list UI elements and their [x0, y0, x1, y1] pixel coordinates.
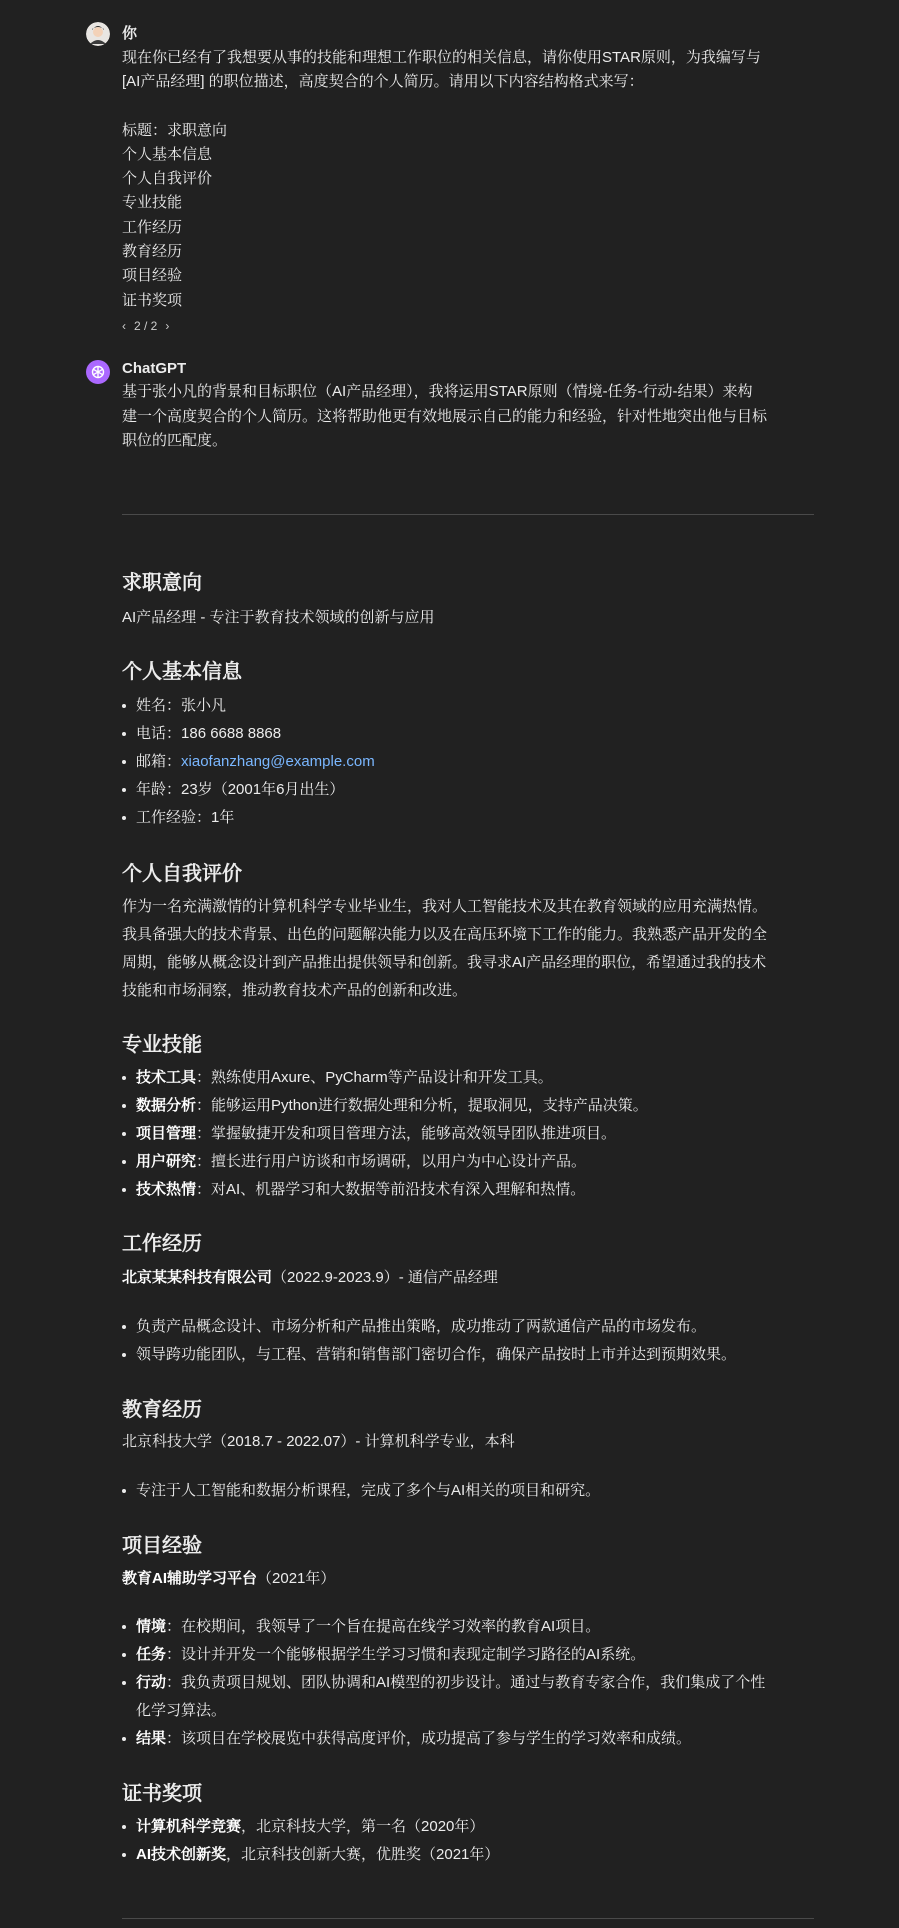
email-link[interactable]: xiaofanzhang@example.com — [181, 753, 375, 770]
skills-list — [129, 1064, 829, 1204]
list-item: 姓名：张小凡 — [129, 692, 829, 720]
self-evaluation: 作为一名充满激情的计算机科学专业毕业生，我对人工智能技术及其在教育领域的应用充满热情。 我具备强大的技术背景、出色的问题解决能力以及在高压环境下工作的能力。我熟悉产品开发的全 周期，能够从概念设计到产品推出提供领导和创新。我寻求AI产品经理的职位，希望通过我的技术 技能和市场洞察，推动教育技术产品的创新和改进。 — [122, 898, 768, 999]
structure-item: 证书奖项 — [122, 291, 183, 309]
chevron-right-icon[interactable]: › — [165, 318, 170, 333]
structure-item: 标题：求职意向 — [122, 121, 228, 139]
chatgpt-avatar — [86, 360, 110, 384]
list-item: 用户研究：擅长进行用户访谈和市场调研，以用户为中心设计产品。 — [129, 1148, 829, 1176]
section-title-work: 工作经历 — [122, 1233, 202, 1255]
structure-item: 个人自我评价 — [122, 170, 213, 188]
list-item: 技术工具：熟练使用Axure、PyCharm等产品设计和开发工具。 — [129, 1064, 829, 1092]
list-item: 年龄：23岁（2001年6月出生） — [129, 776, 829, 804]
list-item: 数据分析：能够运用Python进行数据处理和分析，提取洞见，支持产品决策。 — [129, 1092, 829, 1120]
structure-item: 专业技能 — [122, 194, 183, 212]
assistant-intro-line: 职位的匹配度。 — [122, 432, 228, 449]
list-item: 情境：在校期间，我领导了一个旨在提高在线学习效率的教育AI项目。 — [129, 1613, 829, 1641]
user-avatar[interactable] — [86, 22, 110, 46]
assistant-intro-line: 基于张小凡的背景和目标职位（AI产品经理），我将运用STAR原则（情境-任务-行动-结果）来构 — [122, 383, 753, 400]
work-company: 北京某某科技有限公司（2022.9-2023.9）- 通信产品经理 — [122, 1269, 498, 1286]
user-prompt-line-2: [AI产品经理] 的职位描述，高度契合的个人简历。请用以下内容结构格式来写： — [122, 73, 644, 91]
assistant-intro-line: 建一个高度契合的个人简历。这将帮助他更有效地展示自己的能力和经验，针对性地突出他与目标 — [122, 407, 768, 425]
structure-item: 个人基本信息 — [122, 145, 213, 163]
pager-count: 2 / 2 — [134, 318, 158, 333]
list-item: 领导跨功能团队，与工程、营销和销售部门密切合作，确保产品按时上市并达到预期效果。 — [129, 1341, 829, 1369]
star-list — [129, 1613, 829, 1753]
openai-logo-icon — [90, 364, 106, 380]
basic-info-list — [129, 692, 829, 832]
divider — [122, 514, 814, 515]
assistant-name: ChatGPT — [122, 360, 187, 377]
list-item: 电话：186 6688 8868 — [129, 720, 829, 748]
list-item: 行动：我负责项目规划、团队协调和AI模型的初步设计。通过与教育专家合作，我们集成了个性 化学习算法。 — [129, 1669, 829, 1725]
list-item: 任务：设计并开发一个能够根据学生学习习惯和表现定制学习路径的AI系统。 — [129, 1641, 829, 1669]
section-title-edu: 教育经历 — [122, 1399, 202, 1421]
user-avatar-icon — [86, 22, 110, 46]
structure-item: 项目经验 — [122, 267, 183, 285]
user-prompt-line-1: 现在你已经有了我想要从事的技能和理想工作职位的相关信息，请你使用STAR原则，为我编写与 — [122, 49, 761, 66]
intent-text: AI产品经理 - 专注于教育技术领域的创新与应用 — [122, 609, 435, 626]
response-pager — [122, 319, 852, 333]
list-item: 计算机科学竞赛，北京科技大学，第一名（2020年） — [129, 1813, 829, 1841]
section-title-intent: 求职意向 — [122, 572, 202, 594]
structure-item: 教育经历 — [122, 243, 183, 261]
work-list — [129, 1313, 829, 1369]
list-item: 邮箱：xiaofanzhang@example.com — [129, 748, 829, 776]
list-item: 技术热情：对AI、机器学习和大数据等前沿技术有深入理解和热情。 — [129, 1176, 829, 1204]
list-item: 专注于人工智能和数据分析课程，完成了多个与AI相关的项目和研究。 — [129, 1477, 829, 1505]
section-title-project: 项目经验 — [122, 1535, 202, 1557]
edu-list — [129, 1477, 829, 1505]
user-message — [122, 22, 852, 333]
section-title-certs: 证书奖项 — [122, 1783, 202, 1805]
user-name: 你 — [122, 25, 138, 42]
section-title-self: 个人自我评价 — [122, 863, 242, 885]
project-name: 教育AI辅助学习平台（2021年） — [122, 1570, 336, 1587]
list-item: AI技术创新奖，北京科技创新大赛，优胜奖（2021年） — [129, 1841, 829, 1869]
edu-text: 北京科技大学（2018.7 - 2022.07）- 计算机科学专业，本科 — [122, 1433, 515, 1450]
assistant-message — [122, 360, 852, 454]
section-title-basic: 个人基本信息 — [122, 661, 242, 683]
list-item: 工作经验：1年 — [129, 804, 829, 832]
divider — [122, 1918, 814, 1919]
chevron-left-icon[interactable]: ‹ — [122, 318, 126, 333]
certs-list — [129, 1813, 829, 1869]
section-title-skills: 专业技能 — [122, 1034, 202, 1056]
list-item: 项目管理：掌握敏捷开发和项目管理方法，能够高效领导团队推进项目。 — [129, 1120, 829, 1148]
structure-item: 工作经历 — [122, 218, 183, 236]
list-item: 结果：该项目在学校展览中获得高度评价，成功提高了参与学生的学习效率和成绩。 — [129, 1725, 829, 1753]
list-item: 负责产品概念设计、市场分析和产品推出策略，成功推动了两款通信产品的市场发布。 — [129, 1313, 829, 1341]
